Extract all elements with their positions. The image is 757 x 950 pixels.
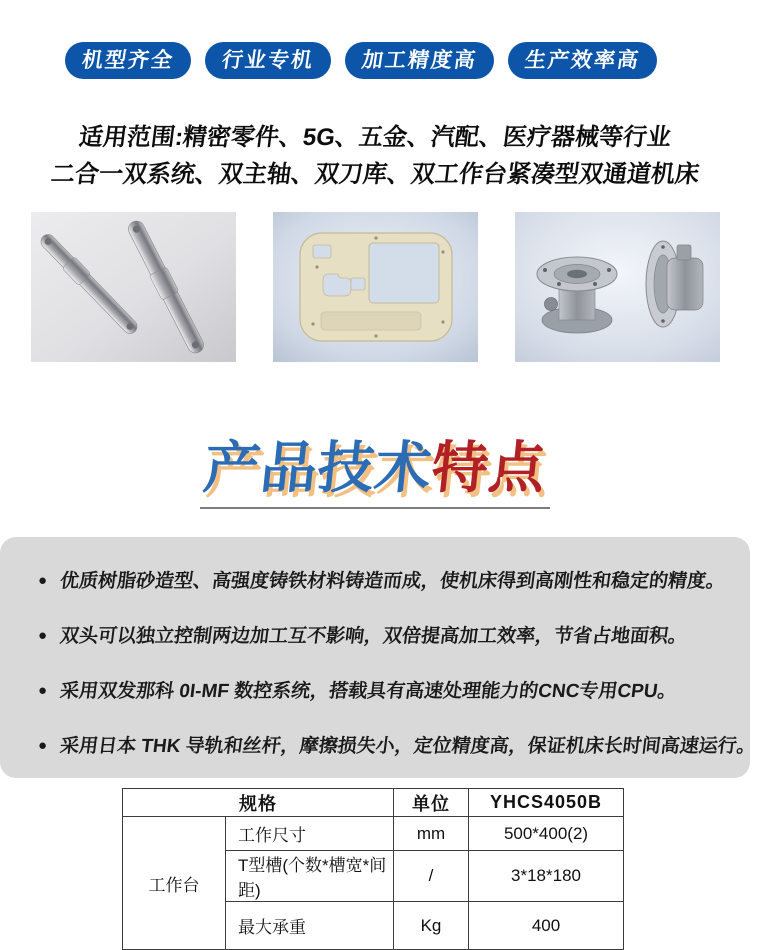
badge-industry-machine [205,42,331,79]
spec-value: 3*18*180 [469,851,624,902]
section-title-blue: 产品技术 [200,436,436,499]
intro-line-scope: 适用范围:精密零件、5G、五金、汽配、医疗器械等行业 [77,124,673,151]
product-image-castings [515,212,720,362]
header-spec: 规格 [123,789,394,817]
feature-panel [0,537,757,778]
bullet-icon: ● [38,737,48,754]
spec-table [122,788,624,950]
spec-value: 400 [469,902,624,950]
section-title [0,436,750,509]
feature-text: 采用双发那科 0I-MF 数控系统，搭载具有高速处理能力的CNC专用CPU。 [58,681,678,702]
badge-precision [345,42,494,79]
header-model: YHCS4050B [469,789,624,817]
spec-name: T型槽(个数*槽宽*间距) [226,851,394,902]
spec-unit: / [394,851,469,902]
spec-unit: mm [394,817,469,851]
bullet-icon: ● [38,572,48,589]
feature-item [38,626,750,646]
product-image-shafts [31,212,236,362]
badge-efficiency [508,42,657,79]
spec-unit: Kg [394,902,469,950]
header-unit: 单位 [394,789,469,817]
feature-text: 采用日本 THK 导轨和丝杆，摩擦损失小，定位精度高，保证机床长时间高速运行。 [58,736,757,757]
badge-label: 行业专机 [220,49,316,72]
feature-text: 优质树脂砂造型、高强度铸铁材料铸造而成，使机床得到高刚性和稳定的精度。 [58,571,727,592]
title-underline [200,507,550,509]
feature-item [38,736,757,757]
badge-label: 生产效率高 [523,49,642,72]
bullet-icon: ● [38,627,48,644]
spec-value: 500*400(2) [469,817,624,851]
product-image-gallery [0,212,750,362]
spec-name: 工作尺寸 [226,817,394,851]
section-title-red: 特点 [428,436,550,499]
feature-badges-row [0,0,750,79]
product-image-phone-frame [273,212,478,362]
feature-item [38,681,750,701]
feature-text: 双头可以独立控制两边加工互不影响，双倍提高加工效率，节省占地面积。 [58,626,689,647]
bullet-icon: ● [38,682,48,699]
badge-label: 加工精度高 [360,49,479,72]
spec-table-header-row [123,789,624,817]
intro-text [0,119,750,193]
spec-name: 最大承重 [226,902,394,950]
badge-machine-range [65,42,191,79]
feature-item [38,571,750,591]
table-row [123,817,624,851]
group-label-worktable: 工作台 [123,817,226,950]
badge-label: 机型齐全 [80,49,176,72]
intro-line-machine: 二合一双系统、双主轴、双刀库、双工作台紧凑型双通道机床 [49,161,701,188]
